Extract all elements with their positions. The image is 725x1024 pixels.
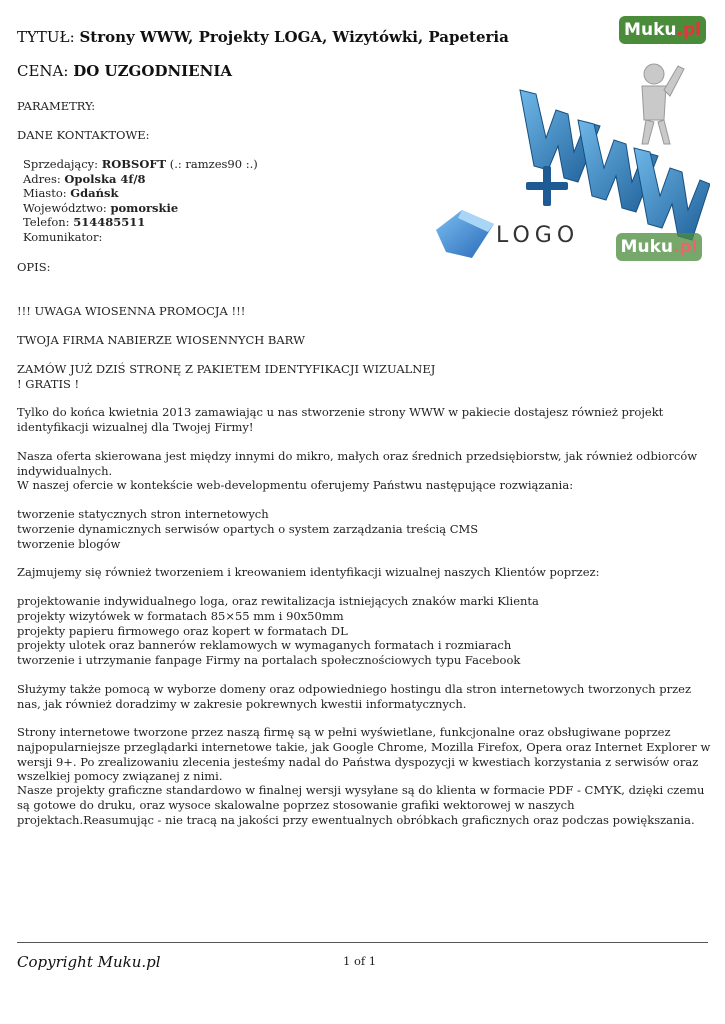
order-block xyxy=(17,362,711,392)
description-label: OPIS: xyxy=(17,260,51,274)
paragraph-4: Zajmujemy się również tworzeniem i kreowaniem identyfikacji wizualnej naszych Klientów poprzez: xyxy=(17,565,600,579)
order-line-1: ZAMÓW JUŻ DZIŚ STRONĘ Z PAKIETEM IDENTYFIKACJI WIZUALNEJ xyxy=(17,362,436,376)
paragraph-2: Nasza oferta skierowana jest między innymi do mikro, małych oraz średnich przedsiębiorstw, jak również odbiorców indywidualnych. xyxy=(17,449,698,478)
region-value: pomorskie xyxy=(110,200,179,215)
list-item: tworzenie blogów xyxy=(17,536,121,551)
phone-row xyxy=(23,215,258,230)
list-item: projekty papieru firmowego oraz kopert w formatach DL xyxy=(17,623,348,638)
order-line-2: ! GRATIS ! xyxy=(17,376,80,391)
seller-value: ROBSOFT xyxy=(101,157,167,171)
phone-value: 514485511 xyxy=(73,215,146,230)
messenger-label: Komunikator: xyxy=(23,229,103,244)
page-number: 1 of 1 xyxy=(343,954,377,968)
list-item: tworzenie statycznych stron internetowych xyxy=(17,507,269,521)
paragraph-1: Tylko do końca kwietnia 2013 zamawiając u nas stworzenie strony WWW w pakiecie dostajesz również projekt identyfikacji wizualnej dla Twojej Firmy! xyxy=(17,405,664,434)
identity-list xyxy=(17,594,711,668)
list-item: projektowanie indywidualnego loga, oraz rewitalizacja istniejących znaków marki Klienta xyxy=(17,594,539,608)
list-item: projekty ulotek oraz bannerów reklamowych w wymaganych formatach i rozmiarach xyxy=(17,638,512,653)
contact-block xyxy=(23,157,258,245)
logo-word: LOGO xyxy=(496,223,580,248)
region-label: Województwo: xyxy=(23,200,107,215)
paragraph-7: Nasze projekty graficzne standardowo w finalnej wersji wysyłane są do klienta w formacie PDF - CMYK, dzięki czemu są gotowe do druku, oraz wysoce skalowalne poprzez stosowanie grafiki wektorowej w naszych projektach.Reasumując - nie tracą na jakości przy ewentualnych obróbkach graficznych oraz podczas powiększania. xyxy=(17,783,705,827)
city-row xyxy=(23,186,258,201)
listing-title: Strony WWW, Projekty LOGA, Wizytówki, Papeteria xyxy=(79,28,509,46)
contact-label: DANE KONTAKTOWE: xyxy=(17,128,150,142)
logo-mark xyxy=(436,210,494,258)
address-label: Adres: xyxy=(23,171,61,186)
figure xyxy=(642,64,684,144)
seller-label: Sprzedający: xyxy=(23,157,99,171)
messenger-row xyxy=(23,230,258,245)
www-letters xyxy=(520,90,710,240)
price-value: DO UZGODNIENIA xyxy=(73,62,232,80)
muku-logo[interactable] xyxy=(619,16,706,44)
watermark-tld: .pl xyxy=(672,237,698,257)
list-item: tworzenie dynamicznych serwisów opartych o system zarządzania treścią CMS xyxy=(17,521,479,536)
params-label: PARAMETRY: xyxy=(17,99,96,113)
image-watermark-logo xyxy=(616,233,702,261)
phone-label: Telefon: xyxy=(23,215,70,230)
paragraph-5: Służymy także pomocą w wyborze domeny oraz odpowiedniego hostingu dla stron internetowych tworzonych przez nas, jak również doradzimy w zakresie pokrewnych kwestii informatycznych. xyxy=(17,682,692,711)
promo-line: !!! UWAGA WIOSENNA PROMOCJA !!! xyxy=(17,304,246,318)
list-item: tworzenie i utrzymanie fanpage Firmy na portalach społecznościowych typu Facebook xyxy=(17,653,521,668)
address-value: Opolska 4f/8 xyxy=(64,171,146,186)
footer-copyright: Copyright Muku.pl xyxy=(17,953,161,971)
price-label: CENA: xyxy=(17,62,69,80)
title-line xyxy=(17,28,509,46)
logo-tld: .pl xyxy=(676,20,701,40)
list-item: projekty wizytówek w formatach 85×55 mm i 90x50mm xyxy=(17,608,344,623)
footer-divider xyxy=(17,942,708,943)
seller-row xyxy=(23,157,258,172)
colors-line: TWOJA FIRMA NABIERZE WIOSENNYCH BARW xyxy=(17,333,305,347)
watermark-main: Muku xyxy=(620,237,673,257)
seller-extra: (.: ramzes90 :.) xyxy=(169,157,258,171)
plus-sign xyxy=(526,166,568,206)
city-value: Gdańsk xyxy=(70,186,119,201)
region-row xyxy=(23,201,258,216)
paragraph-3: W naszej ofercie w kontekście web-developmentu oferujemy Państwu następujące rozwiązania: xyxy=(17,478,574,492)
logo-main: Muku xyxy=(624,20,677,40)
address-row xyxy=(23,172,258,187)
price-line xyxy=(17,62,232,80)
city-label: Miasto: xyxy=(23,186,67,201)
webdev-list xyxy=(17,507,711,551)
paragraph-6: Strony internetowe tworzone przez naszą firmę są w pełni wyświetlane, funkcjonalne oraz obsługiwane poprzez najpopularniejsze przeglądarki internetowe takie, jak Google Chrome, Mozilla Firefox, Opera oraz Internet Explorer w wersji 9+. Po zrealizowaniu zlecenia jesteśmy nadal do Państwa dyspozycji w kwestiach korzystania z serwisów oraz wszelkiej pomocy związanej z nimi. xyxy=(17,725,711,784)
title-label: TYTUŁ: xyxy=(17,28,75,46)
listing-image[interactable] xyxy=(428,60,710,270)
